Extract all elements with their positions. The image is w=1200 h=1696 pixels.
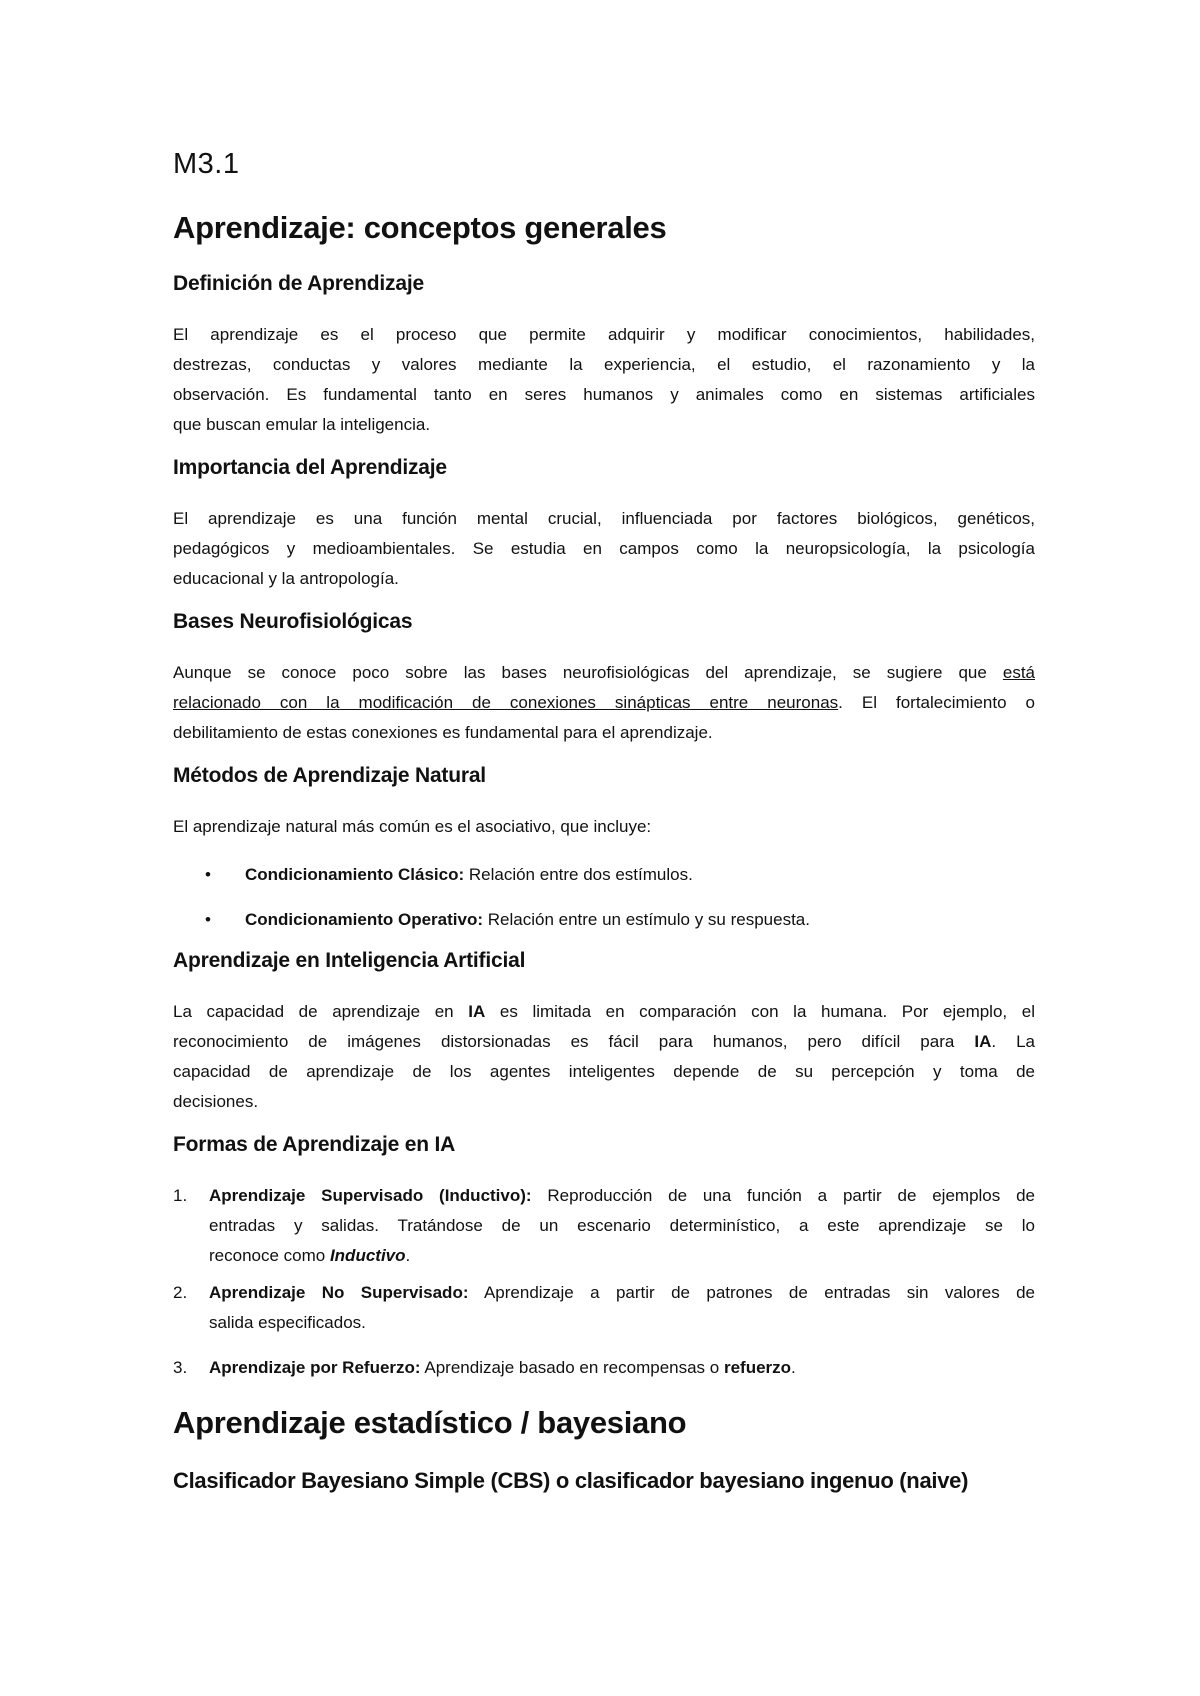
text-line (173, 688, 1035, 718)
definition: Relación entre dos estímulos. (464, 865, 693, 884)
term: Aprendizaje Supervisado (Inductivo): (209, 1186, 532, 1205)
text-line: El aprendizaje es el proceso que permite adquirir y modificar conocimientos, habilidades, (173, 325, 1035, 344)
definition: Reproducción de una función a partir de ejemplos de (531, 1186, 1035, 1205)
term: Condicionamiento Clásico: (245, 865, 465, 884)
term: Condicionamiento Operativo: (245, 910, 484, 929)
text-line: El aprendizaje natural más común es el asociativo, que incluye: (173, 817, 652, 836)
text-line: salida especificados. (209, 1313, 366, 1332)
text-segment: . El fortalecimiento o (838, 693, 1035, 712)
heading-metodos: Métodos de Aprendizaje Natural (173, 764, 486, 787)
text-segment: es limitada en comparación con la humana. Por ejemplo, el (485, 1002, 1035, 1021)
text-line: entradas y salidas. Tratándose de un escenario determinístico, a este aprendizaje se lo (209, 1216, 1035, 1235)
text-line (173, 1027, 1035, 1057)
text-line (209, 1278, 1035, 1308)
text-line: observación. Es fundamental tanto en seres humanos y animales como en sistemas artificiales (173, 385, 1035, 404)
heading-formas: Formas de Aprendizaje en IA (173, 1133, 456, 1156)
term: Aprendizaje por Refuerzo: (209, 1358, 421, 1377)
list-item-text (209, 1353, 1035, 1383)
list-number: 2. (173, 1283, 188, 1302)
list-item-text (209, 1278, 1035, 1338)
text-segment: reconocimiento de imágenes distorsionadas es fácil para humanos, pero difícil para (173, 1032, 975, 1051)
text-line: El aprendizaje es una función mental crucial, influenciada por factores biológicos, genéticos, (173, 509, 1035, 528)
text-segment: . La (991, 1032, 1035, 1051)
section-title-bayesiano: Aprendizaje estadístico / bayesiano (173, 1405, 687, 1440)
paragraph-definicion (173, 320, 1035, 440)
bullet-icon: • (205, 865, 211, 884)
text-segment: . (405, 1246, 411, 1265)
module-code: M3.1 (173, 148, 240, 180)
underlined-text: relacionado con la modificación de conexiones sinápticas entre neuronas (173, 693, 839, 712)
heading-bases: Bases Neurofisiológicas (173, 610, 413, 633)
text-line (173, 997, 1035, 1027)
heading-definicion: Definición de Aprendizaje (173, 272, 424, 295)
text-line (209, 1181, 1035, 1211)
subsection-title-cbs: Clasificador Bayesiano Simple (CBS) o clasificador bayesiano ingenuo (naive) (173, 1468, 969, 1493)
text-line: pedagógicos y medioambientales. Se estudia en campos como la neuropsicología, la psicología (173, 539, 1035, 558)
paragraph-bases (173, 658, 1035, 748)
text-segment: reconoce como (209, 1246, 330, 1265)
bold-text: IA (468, 1002, 486, 1021)
text-line: decisiones. (173, 1092, 259, 1111)
bold-text: refuerzo (723, 1358, 792, 1377)
text-line: educacional y la antropología. (173, 569, 399, 588)
text-line (209, 1241, 1035, 1271)
underlined-text: está (1002, 663, 1035, 682)
bold-italic-text: Inductivo (329, 1246, 406, 1265)
bullet-icon: • (205, 910, 211, 929)
paragraph-metodos (173, 812, 1035, 842)
definition: Aprendizaje basado en recompensas o (420, 1358, 724, 1377)
list-number: 3. (173, 1358, 188, 1377)
list-number: 1. (173, 1186, 188, 1205)
definition: Relación entre un estímulo y su respuesta. (483, 910, 810, 929)
list-item-text (209, 1181, 1035, 1271)
text-line: capacidad de aprendizaje de los agentes inteligentes depende de su percepción y toma de (173, 1062, 1035, 1081)
paragraph-ia (173, 997, 1035, 1117)
text-segment: Aunque se conoce poco sobre las bases neurofisiológicas del aprendizaje, se sugiere que (173, 663, 987, 682)
list-item-text (245, 860, 693, 890)
definition: Aprendizaje a partir de patrones de entradas sin valores de (468, 1283, 1035, 1302)
text-line: que buscan emular la inteligencia. (173, 415, 431, 434)
heading-importancia: Importancia del Aprendizaje (173, 456, 447, 479)
text-segment: La capacidad de aprendizaje en (173, 1002, 469, 1021)
term: Aprendizaje No Supervisado: (209, 1283, 469, 1302)
heading-ia: Aprendizaje en Inteligencia Artificial (173, 949, 526, 972)
text-line (209, 1353, 1035, 1383)
text-line: debilitamiento de estas conexiones es fundamental para el aprendizaje. (173, 723, 713, 742)
text-line: destrezas, conductas y valores mediante la experiencia, el estudio, el razonamiento y la (173, 355, 1035, 374)
text-segment: . (791, 1358, 796, 1377)
paragraph-importancia (173, 504, 1035, 594)
text-line (173, 658, 1035, 688)
list-item-text (245, 905, 810, 935)
page-title: Aprendizaje: conceptos generales (173, 210, 667, 245)
bold-text: IA (974, 1032, 992, 1051)
